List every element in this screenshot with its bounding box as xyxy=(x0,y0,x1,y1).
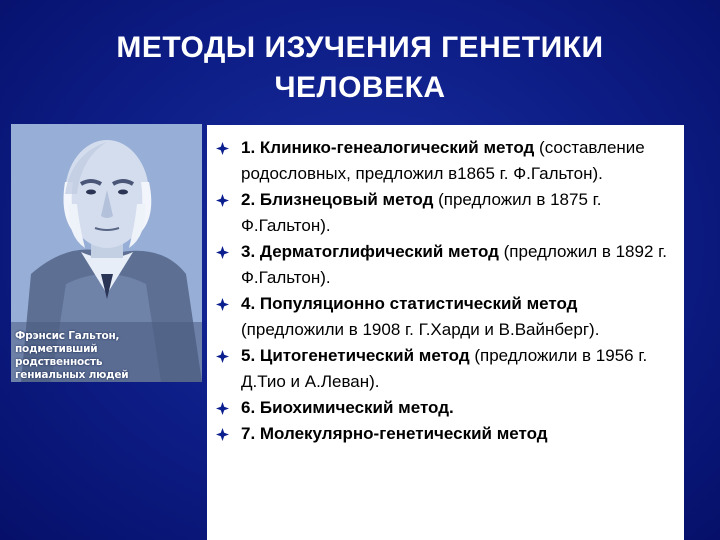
method-name: 1. Клинико-генеалогический метод xyxy=(241,138,535,157)
method-item xyxy=(207,187,677,239)
caption-line-2: подметивший родственность xyxy=(15,343,103,368)
method-details: (предложили в 1956 г. Д.Тио и А.Леван). xyxy=(241,346,648,391)
method-item xyxy=(207,421,677,447)
method-name: 3. Дерматоглифический метод xyxy=(241,242,499,261)
title-line-2: ЧЕЛОВЕКА xyxy=(274,71,446,104)
slide-title xyxy=(0,28,720,108)
title-line-1: МЕТОДЫ ИЗУЧЕНИЯ ГЕНЕТИКИ xyxy=(116,31,604,64)
diamond-bullet-icon xyxy=(216,298,229,311)
method-details: (предложил в 1892 г. Ф.Гальтон). xyxy=(241,242,667,287)
diamond-bullet-icon xyxy=(216,402,229,415)
galton-portrait xyxy=(11,124,202,382)
method-item xyxy=(207,239,677,291)
method-details: (предложил в 1875 г. Ф.Гальтон). xyxy=(241,190,602,235)
method-item xyxy=(207,291,677,343)
methods-list xyxy=(207,135,677,447)
caption-line-1: Фрэнсис Гальтон, xyxy=(15,330,120,342)
method-item xyxy=(207,135,677,187)
method-name: 7. Молекулярно-генетический метод xyxy=(241,424,548,443)
method-name: 2. Близнецовый метод xyxy=(241,190,434,209)
caption-line-3: гениальных людей xyxy=(15,369,129,381)
portrait-caption xyxy=(15,330,185,382)
method-name: 4. Популяционно статистический метод xyxy=(241,294,578,313)
diamond-bullet-icon xyxy=(216,194,229,207)
diamond-bullet-icon xyxy=(216,142,229,155)
method-item xyxy=(207,343,677,395)
method-item xyxy=(207,395,677,421)
diamond-bullet-icon xyxy=(216,428,229,441)
diamond-bullet-icon xyxy=(216,246,229,259)
method-details: (составление родословных, предложил в1865 г. Ф.Гальтон). xyxy=(241,138,645,183)
method-details: (предложили в 1908 г. Г.Харди и В.Вайнберг). xyxy=(241,320,600,339)
method-name: 6. Биохимический метод. xyxy=(241,398,454,417)
method-name: 5. Цитогенетический метод xyxy=(241,346,470,365)
diamond-bullet-icon xyxy=(216,350,229,363)
methods-panel xyxy=(207,125,684,540)
